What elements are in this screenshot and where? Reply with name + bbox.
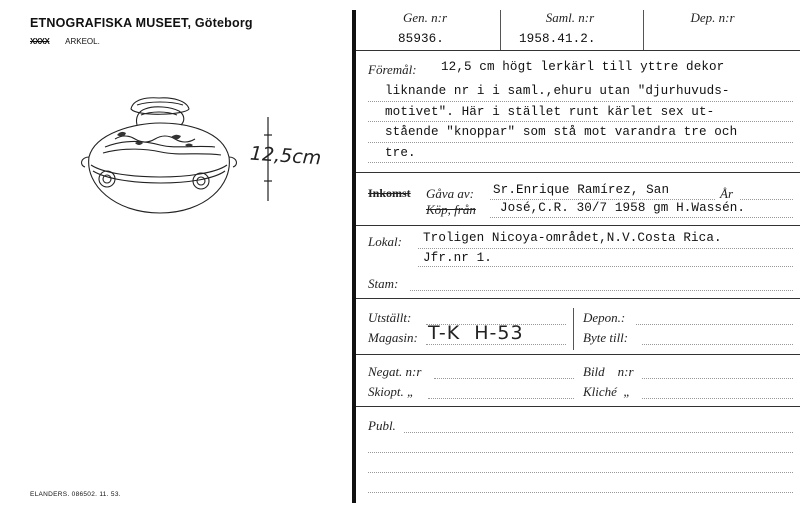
gen-nr-label: Gen. n:r	[402, 10, 448, 25]
byte-label: Byte till:	[583, 330, 629, 345]
foremal-line-3: motivet". Här i stället runt kärlet sex ut-	[385, 105, 715, 119]
dep-nr-label: Dep. n:r	[690, 10, 735, 25]
struck-department-code: XXXX	[30, 37, 50, 46]
publ-label: Publ.	[368, 418, 396, 433]
utstallt-label: Utställt:	[368, 310, 412, 325]
inkomst-label-struck: Inkomst	[368, 186, 411, 200]
gava-line-2: José,C.R. 30/7 1958 gm H.Wassén.	[500, 201, 746, 215]
lokal-line-2: Jfr.nr 1.	[423, 251, 492, 265]
gava-line-1: Sr.Enrique Ramírez, San	[493, 183, 670, 197]
museum-title	[30, 16, 253, 30]
bild-label: Bild n:r	[583, 364, 634, 379]
kliche-label: Kliché „	[583, 384, 631, 399]
gen-nr-value: 85936.	[398, 32, 444, 46]
foremal-line-2: liknande nr i i saml.,ehuru utan "djurhuvuds-	[385, 84, 730, 98]
department-label: ARKEOL.	[65, 37, 100, 46]
height-note: 12,5cm	[249, 142, 322, 170]
foremal-label: Föremål:	[368, 62, 417, 77]
vessel-sketch	[75, 95, 245, 225]
skiopt-label: Skiopt. „	[368, 384, 415, 399]
foremal-line-4: stående "knoppar" som stå mot varandra tre och	[385, 125, 738, 139]
saml-nr-value: 1958.41.2.	[519, 32, 596, 46]
stam-label: Stam:	[368, 276, 399, 291]
negat-label: Negat. n:r	[368, 364, 422, 379]
museum-city: Göteborg	[194, 16, 253, 30]
gava-label: Gåva av:	[426, 186, 475, 201]
kop-label-struck: Köp, från	[426, 202, 476, 217]
lokal-label: Lokal:	[368, 234, 402, 249]
foremal-line-5: tre.	[385, 146, 416, 160]
lokal-line-1: Troligen Nicoya-området,N.V.Costa Rica.	[423, 231, 722, 245]
foremal-line-1: 12,5 cm högt lerkärl till yttre dekor	[441, 60, 725, 74]
card-left-bar	[352, 10, 356, 503]
department-line	[30, 37, 100, 46]
saml-nr-label: Saml. n:r	[545, 10, 595, 25]
museum-name: ETNOGRAFISKA MUSEET,	[30, 16, 192, 30]
depon-label: Depon.:	[583, 310, 626, 325]
magasin-label: Magasin:	[368, 330, 418, 345]
magasin-value: T-K H-53	[428, 322, 524, 344]
ar-label: År	[720, 186, 733, 201]
printer-footer: ELANDERS. 086502. 11. 53.	[30, 491, 121, 498]
